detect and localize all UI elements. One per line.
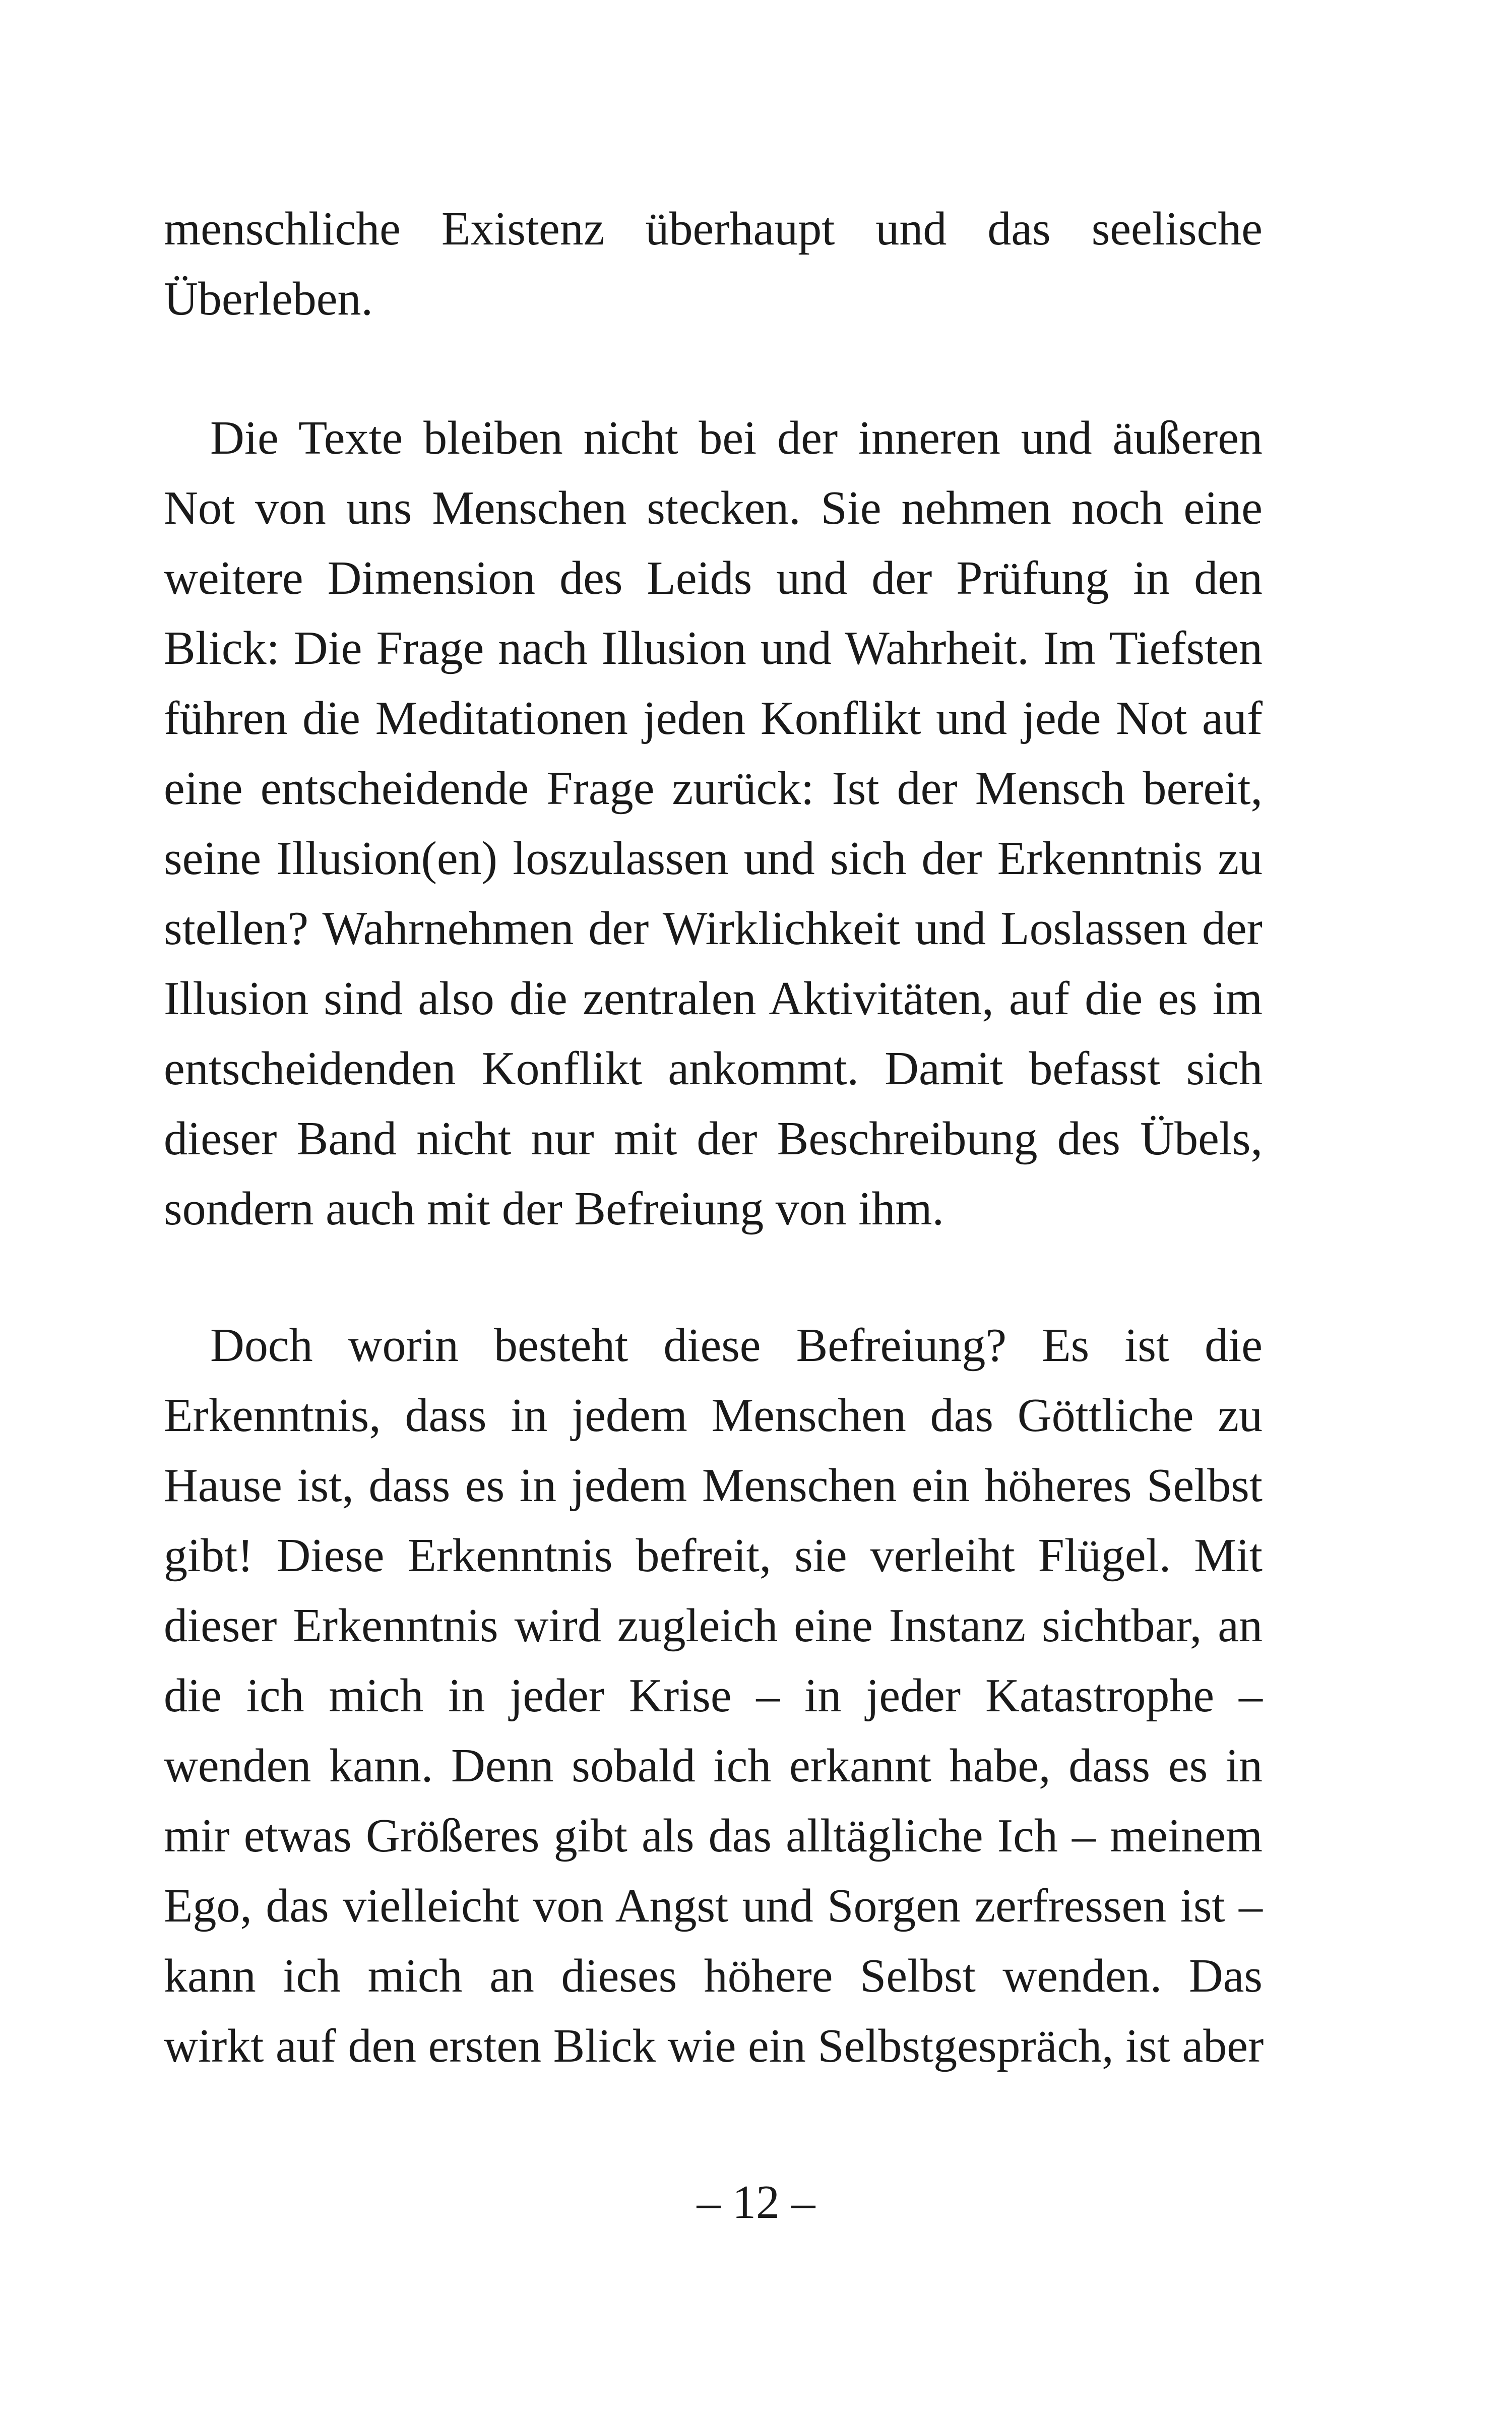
text-line: menschliche Existenz überhaupt und das seelische [164,203,1263,255]
text-line: eine entscheidende Frage zurück: Ist der Mensch bereit, [164,762,1263,815]
text-line: Blick: Die Frage nach Illusion und Wahrheit. Im Tiefsten [164,622,1263,674]
text-line: Doch worin besteht diese Befreiung? Es ist die [210,1319,1263,1372]
text-line: gibt! Diese Erkenntnis befreit, sie verleiht Flügel. Mit [164,1529,1263,1582]
text-line: führen die Meditationen jeden Konflikt und jede Not auf [164,692,1263,745]
page-number: – 12 – [697,2176,815,2228]
text-line: mir etwas Größeres gibt als das alltägliche Ich – meinem [164,1810,1263,1862]
paragraph-3 [164,1311,1263,2081]
text-line: entscheidenden Konflikt ankommt. Damit befasst sich [164,1042,1263,1095]
paragraph-1 [164,194,1263,334]
text-line: dieser Erkenntnis wird zugleich eine Instanz sichtbar, an [164,1599,1263,1652]
text-line: wenden kann. Denn sobald ich erkannt habe, dass es in [164,1740,1263,1792]
text-line: Illusion sind also die zentralen Aktivitäten, auf die es im [164,972,1263,1025]
text-line: wirkt auf den ersten Blick wie ein Selbstgespräch, ist aber [164,2020,1264,2072]
text-line: Hause ist, dass es in jedem Menschen ein höheres Selbst [164,1459,1263,1512]
text-line: weitere Dimension des Leids und der Prüfung in den [164,552,1263,604]
text-line: die ich mich in jeder Krise – in jeder Katastrophe – [164,1669,1263,1722]
text-line: stellen? Wahrnehmen der Wirklichkeit und Loslassen der [164,902,1263,955]
text-line: Die Texte bleiben nicht bei der inneren und äußeren [210,412,1263,464]
paragraph-2 [164,403,1263,1244]
text-line: kann ich mich an dieses höhere Selbst wenden. Das [164,1950,1263,2002]
text-line: dieser Band nicht nur mit der Beschreibung des Übels, [164,1112,1263,1165]
text-line: Not von uns Menschen stecken. Sie nehmen noch eine [164,482,1263,534]
text-line: sondern auch mit der Befreiung von ihm. [164,1183,944,1235]
text-line: Ego, das vielleicht von Angst und Sorgen zerfressen ist – [164,1880,1263,1932]
text-line: Überleben. [164,273,373,325]
text-line: Erkenntnis, dass in jedem Menschen das Göttliche zu [164,1389,1263,1442]
text-line: seine Illusion(en) loszulassen und sich der Erkenntnis zu [164,832,1263,885]
